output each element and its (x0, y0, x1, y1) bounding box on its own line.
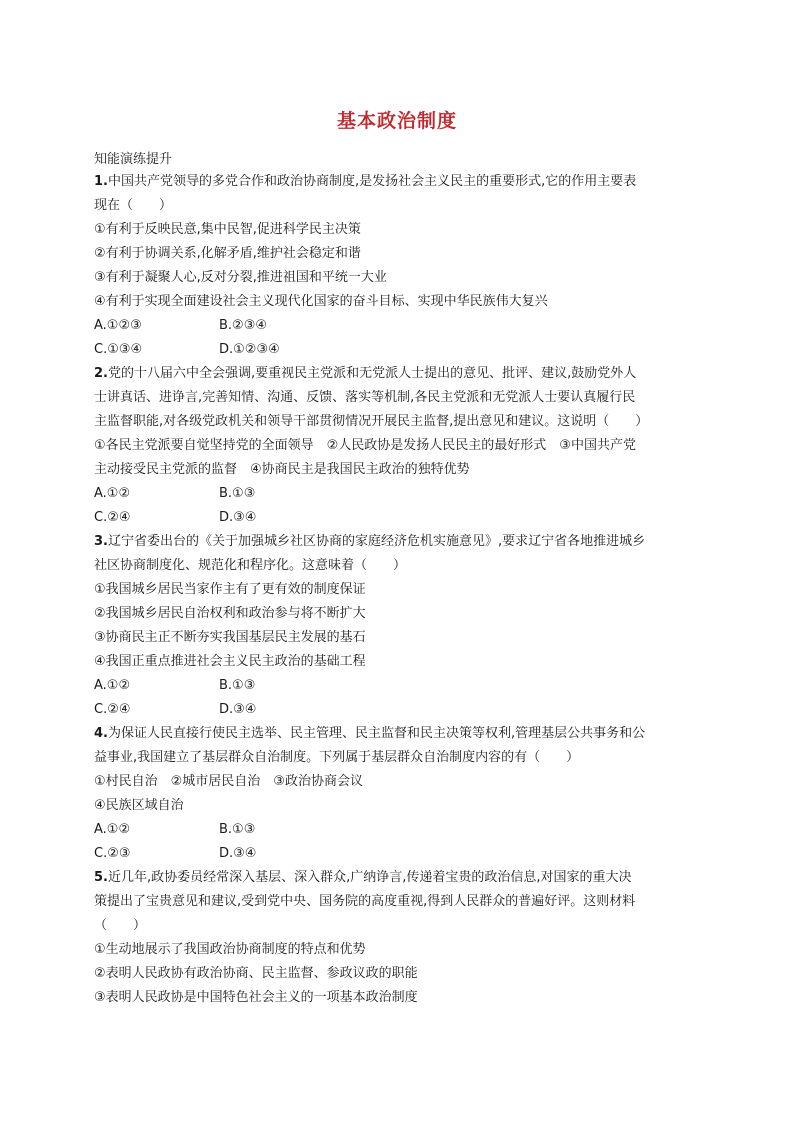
question-2 (94, 362, 704, 530)
options-row (94, 314, 704, 338)
stem-text: 士讲真话、进诤言,完善知情、沟通、反馈、落实等机制,各民主党派和无党派人士要认真履行民 (94, 390, 636, 405)
stem-text: 益事业,我国建立了基层群众自治制度。下列属于基层群众自治制度内容的有（ ） (94, 750, 580, 765)
question-number: 4. (94, 726, 108, 741)
stem-text: 社区协商制度化、规范化和程序化。这意味着（ ） (94, 558, 407, 573)
question-number: 3. (94, 534, 108, 549)
stem-text: 为保证人民直接行使民主选举、民主管理、民主监督和民主决策等权利,管理基层公共事务和公 (107, 726, 646, 741)
statement: 主动接受民主党派的监督 ④协商民主是我国民主政治的独特优势 (94, 462, 470, 477)
option-b: B.②③④ (219, 318, 268, 333)
option-d: D.③④ (219, 846, 257, 861)
stem-text: 辽宁省委出台的《关于加强城乡社区协商的家庭经济危机实施意见》,要求辽宁省各地推进城乡 (107, 534, 646, 549)
question-3 (94, 530, 704, 722)
statement: ④民族区域自治 (94, 798, 184, 813)
options-row (94, 818, 704, 842)
stem-text: 现在（ ） (94, 198, 173, 213)
question-1 (94, 170, 704, 362)
option-b: B.①③ (219, 822, 256, 837)
statement: ③协商民主正不断夯实我国基层民主发展的基石 (94, 630, 366, 645)
stem-text: 中国共产党领导的多党合作和政治协商制度,是发扬社会主义民主的重要形式,它的作用主要表 (107, 174, 637, 189)
option-c: C.②③ (94, 846, 131, 861)
question-number: 5. (94, 870, 108, 885)
option-b: B.①③ (219, 678, 256, 693)
option-a: A.①② (94, 486, 131, 501)
question-list (94, 170, 704, 1010)
option-d: D.③④ (219, 510, 257, 525)
statement: ①有利于反映民意,集中民智,促进科学民主决策 (94, 222, 361, 237)
option-c: C.②④ (94, 702, 131, 717)
statement: ③表明人民政协是中国特色社会主义的一项基本政治制度 (94, 990, 418, 1005)
statement: ②我国城乡居民自治权利和政治参与将不断扩大 (94, 606, 366, 621)
question-5 (94, 866, 704, 1010)
option-d: D.①②③④ (219, 342, 280, 357)
question-stem (94, 722, 704, 746)
stem-text: （ ） (94, 918, 147, 933)
options-row (94, 338, 704, 362)
option-b: B.①③ (219, 486, 256, 501)
option-d: D.③④ (219, 702, 257, 717)
options-row (94, 842, 704, 866)
statement: ①我国城乡居民当家作主有了更有效的制度保证 (94, 582, 366, 597)
stem-text: 近几年,政协委员经常深入基层、深入群众,广纳诤言,传递着宝贵的政治信息,对国家的重大决 (107, 870, 632, 885)
options-row (94, 674, 704, 698)
statement: ②表明人民政协有政治协商、民主监督、参政议政的职能 (94, 966, 418, 981)
stem-text: 主监督职能,对各级党政机关和领导干部贯彻情况开展民主监督,提出意见和建议。这说明（ ） (94, 414, 649, 429)
options-row (94, 506, 704, 530)
statement: ③有利于凝聚人心,反对分裂,推进祖国和平统一大业 (94, 270, 387, 285)
section-heading: 知能演练提升 (94, 152, 173, 167)
page-title: 基本政治制度 (336, 110, 457, 132)
option-a: A.①②③ (94, 318, 142, 333)
options-row (94, 482, 704, 506)
statement: ①村民自治 ②城市居民自治 ③政治协商会议 (94, 774, 363, 789)
stem-text: 策提出了宝贵意见和建议,受到党中央、国务院的高度重视,得到人民群众的普遍好评。这则材料 (94, 894, 636, 909)
option-c: C.②④ (94, 510, 131, 525)
question-stem (94, 866, 704, 890)
option-c: C.①③④ (94, 342, 143, 357)
stem-text: 党的十八届六中全会强调,要重视民主党派和无党派人士提出的意见、批评、建议,鼓励党外人 (107, 366, 637, 381)
statement: ①生动地展示了我国政治协商制度的特点和优势 (94, 942, 366, 957)
question-stem (94, 362, 704, 386)
statement: ①各民主党派要自觉坚持党的全面领导 ②人民政协是发扬人民民主的最好形式 ③中国共产党 (94, 438, 636, 453)
question-number: 1. (94, 174, 108, 189)
options-row (94, 698, 704, 722)
option-a: A.①② (94, 822, 131, 837)
statement: ④我国正重点推进社会主义民主政治的基础工程 (94, 654, 366, 669)
statement: ②有利于协调关系,化解矛盾,维护社会稳定和谐 (94, 246, 361, 261)
question-stem (94, 530, 704, 554)
question-number: 2. (94, 366, 108, 381)
option-a: A.①② (94, 678, 131, 693)
question-stem (94, 170, 704, 194)
statement: ④有利于实现全面建设社会主义现代化国家的奋斗目标、实现中华民族伟大复兴 (94, 294, 548, 309)
question-4 (94, 722, 704, 866)
